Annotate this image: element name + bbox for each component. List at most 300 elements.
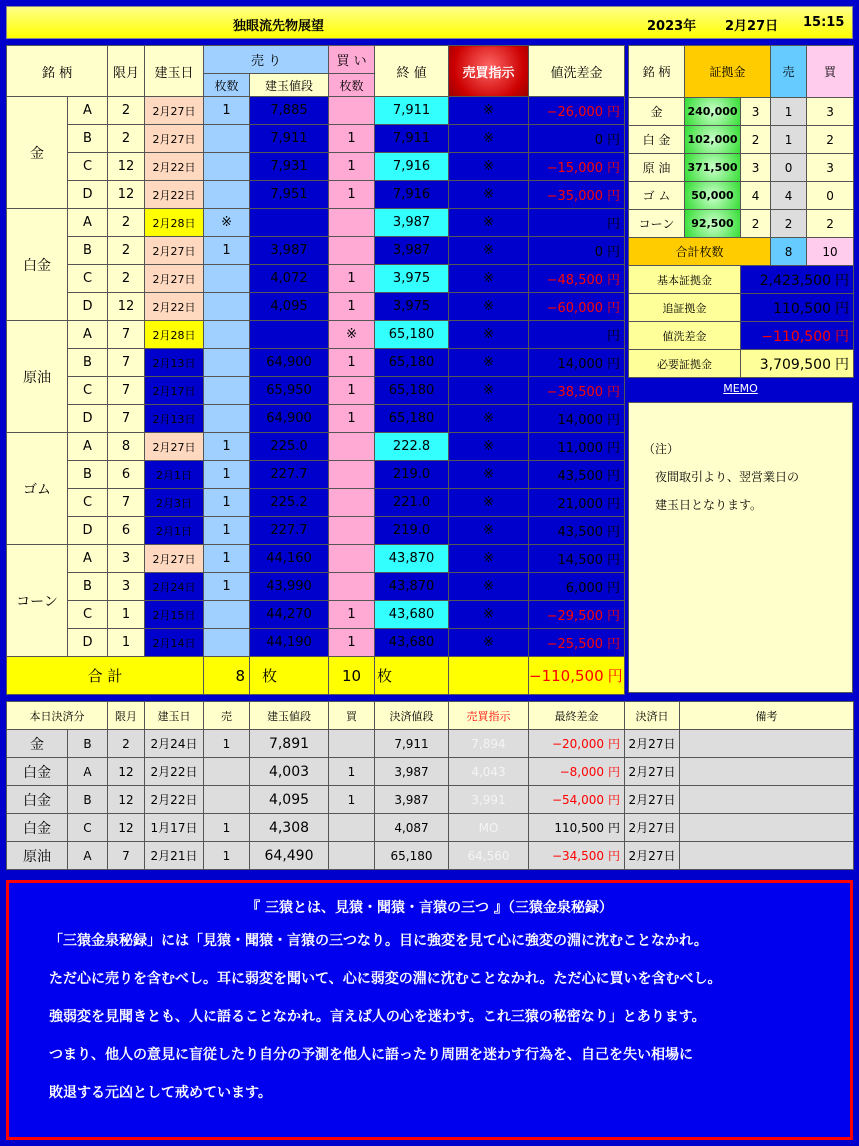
limit-month: 2	[108, 97, 145, 125]
settle-header: 本日決済分	[7, 702, 108, 730]
margin-buy: 2	[807, 126, 854, 154]
settle-remarks	[680, 786, 854, 814]
position-letter: D	[68, 293, 108, 321]
sell-count: 1	[204, 573, 250, 601]
settle-date: 2月27日	[625, 814, 680, 842]
margin-buy: 3	[807, 154, 854, 182]
settle-entry-date: 1月17日	[145, 814, 204, 842]
total-diff: −110,500 円	[529, 657, 625, 695]
margin-total-buy: 10	[807, 238, 854, 266]
entry-date: 2月22日	[145, 181, 204, 209]
limit-month: 1	[108, 629, 145, 657]
diff-value: 6,000 円	[529, 573, 625, 601]
header-buy-count: 枚数	[329, 74, 375, 97]
position-row	[7, 573, 625, 601]
settle-brand: 原油	[7, 842, 68, 870]
entry-price: 7,885	[250, 97, 329, 125]
diff-value: −38,500 円	[529, 377, 625, 405]
sell-count	[204, 153, 250, 181]
entry-date: 2月27日	[145, 433, 204, 461]
position-letter: C	[68, 153, 108, 181]
margin-count: 3	[741, 98, 771, 126]
sell-count: 1	[204, 545, 250, 573]
margin-brand: 金	[629, 98, 685, 126]
margin-header-brand: 銘 柄	[629, 46, 685, 98]
buy-count: 1	[329, 405, 375, 433]
signal-mark: ※	[449, 237, 529, 265]
buy-count	[329, 209, 375, 237]
settle-buy	[329, 730, 375, 758]
diff-value: −15,000 円	[529, 153, 625, 181]
settle-letter: A	[68, 758, 108, 786]
sell-count	[204, 125, 250, 153]
settle-sell: 1	[204, 842, 250, 870]
margin-sell: 0	[771, 154, 807, 182]
commodity-name: 金	[7, 97, 68, 209]
margin-sell: 4	[771, 182, 807, 210]
close-price: 65,180	[375, 349, 449, 377]
margin-row	[629, 98, 854, 126]
limit-month: 12	[108, 181, 145, 209]
position-letter: B	[68, 461, 108, 489]
page-title: 独眼流先物展望	[233, 19, 325, 34]
signal-mark: ※	[449, 573, 529, 601]
close-price: 3,975	[375, 265, 449, 293]
settle-remarks	[680, 730, 854, 758]
sell-count	[204, 265, 250, 293]
signal-mark: ※	[449, 181, 529, 209]
close-price: 7,911	[375, 125, 449, 153]
sell-count	[204, 601, 250, 629]
position-row	[7, 601, 625, 629]
position-letter: B	[68, 237, 108, 265]
limit-month: 7	[108, 349, 145, 377]
position-letter: A	[68, 433, 108, 461]
settle-limit: 7	[108, 842, 145, 870]
settle-entry-date: 2月21日	[145, 842, 204, 870]
memo-line: 建玉日となります。	[643, 498, 763, 512]
position-letter: D	[68, 629, 108, 657]
position-row	[7, 461, 625, 489]
signal-mark: ※	[449, 517, 529, 545]
entry-date: 2月22日	[145, 293, 204, 321]
header-signal: 売買指示	[449, 46, 529, 97]
limit-month: 12	[108, 153, 145, 181]
signal-mark: ※	[449, 405, 529, 433]
settle-signal: 7,894	[449, 730, 529, 758]
entry-date: 2月14日	[145, 629, 204, 657]
settle-price: 7,911	[375, 730, 449, 758]
signal-mark: ※	[449, 601, 529, 629]
position-row	[7, 405, 625, 433]
time-label: 15:15	[803, 15, 845, 30]
entry-price: 4,072	[250, 265, 329, 293]
margin-sell: 1	[771, 98, 807, 126]
close-price: 3,987	[375, 237, 449, 265]
limit-month: 6	[108, 461, 145, 489]
header-date: 建玉日	[145, 46, 204, 97]
margin-header-buy: 買	[807, 46, 854, 98]
summary-label: 必要証拠金	[629, 350, 741, 378]
settle-price: 65,180	[375, 842, 449, 870]
close-price: 7,916	[375, 181, 449, 209]
sell-count	[204, 405, 250, 433]
position-row	[7, 209, 625, 237]
settle-entry-price: 4,308	[250, 814, 329, 842]
entry-date: 2月1日	[145, 461, 204, 489]
settle-limit: 12	[108, 786, 145, 814]
position-row	[7, 545, 625, 573]
margin-row	[629, 182, 854, 210]
settle-entry-price: 4,003	[250, 758, 329, 786]
position-row	[7, 433, 625, 461]
settle-remarks	[680, 758, 854, 786]
entry-price: 7,951	[250, 181, 329, 209]
signal-mark: ※	[449, 489, 529, 517]
position-row	[7, 321, 625, 349]
close-price: 3,987	[375, 209, 449, 237]
margin-amount: 92,500	[685, 210, 741, 238]
margin-total-label: 合計枚数	[629, 238, 771, 266]
entry-price: 225.0	[250, 433, 329, 461]
margin-sell: 2	[771, 210, 807, 238]
diff-value: −48,500 円	[529, 265, 625, 293]
signal-mark: ※	[449, 293, 529, 321]
entry-price: 65,950	[250, 377, 329, 405]
sell-count: 1	[204, 461, 250, 489]
entry-price: 44,190	[250, 629, 329, 657]
settle-header: 建玉日	[145, 702, 204, 730]
margin-amount: 240,000	[685, 98, 741, 126]
sell-count	[204, 377, 250, 405]
limit-month: 7	[108, 321, 145, 349]
margin-row	[629, 210, 854, 238]
entry-date: 2月3日	[145, 489, 204, 517]
entry-price: 64,900	[250, 405, 329, 433]
close-price: 221.0	[375, 489, 449, 517]
sell-count: 1	[204, 489, 250, 517]
settle-row	[7, 758, 854, 786]
buy-count	[329, 461, 375, 489]
close-price: 7,911	[375, 97, 449, 125]
header-sell: 売 り	[204, 46, 329, 74]
signal-mark: ※	[449, 461, 529, 489]
margin-count: 4	[741, 182, 771, 210]
settle-brand: 白金	[7, 814, 68, 842]
buy-count	[329, 545, 375, 573]
buy-count: 1	[329, 153, 375, 181]
entry-price: 64,900	[250, 349, 329, 377]
margin-count: 3	[741, 154, 771, 182]
settle-row	[7, 842, 854, 870]
memo-box	[628, 402, 853, 693]
settlement-table	[6, 701, 854, 870]
sell-count	[204, 349, 250, 377]
diff-value: 43,500 円	[529, 517, 625, 545]
settle-buy	[329, 842, 375, 870]
limit-month: 7	[108, 405, 145, 433]
memo-line: （注）	[643, 442, 680, 456]
settle-remarks	[680, 842, 854, 870]
signal-mark: ※	[449, 265, 529, 293]
settle-final-diff: −20,000 円	[529, 730, 625, 758]
buy-count: ※	[329, 321, 375, 349]
buy-count: 1	[329, 293, 375, 321]
diff-value: 14,000 円	[529, 405, 625, 433]
quote-line: 敗退する元凶として戒めています。	[49, 1085, 272, 1101]
entry-price: 4,095	[250, 293, 329, 321]
sell-count	[204, 321, 250, 349]
settle-row	[7, 786, 854, 814]
quote-line: つまり、他人の意見に盲従したり自分の予測を他人に語ったり周囲を迷わす行為を、自己を失い相場に	[49, 1047, 693, 1063]
settle-header: 建玉値段	[250, 702, 329, 730]
entry-date: 2月15日	[145, 601, 204, 629]
summary-value: 3,709,500 円	[741, 350, 854, 378]
settle-header: 売	[204, 702, 250, 730]
margin-sell: 1	[771, 126, 807, 154]
diff-value: 43,500 円	[529, 461, 625, 489]
margin-count: 2	[741, 210, 771, 238]
position-letter: A	[68, 545, 108, 573]
summary-value: −110,500 円	[741, 322, 854, 350]
settle-header: 決済日	[625, 702, 680, 730]
entry-price	[250, 209, 329, 237]
signal-mark: ※	[449, 321, 529, 349]
header-limit: 限月	[108, 46, 145, 97]
diff-value: 0 円	[529, 237, 625, 265]
settle-row	[7, 730, 854, 758]
header-diff: 値洗差金	[529, 46, 625, 97]
margin-amount: 50,000	[685, 182, 741, 210]
signal-mark: ※	[449, 209, 529, 237]
settle-signal: 3,991	[449, 786, 529, 814]
summary-label: 追証拠金	[629, 294, 741, 322]
memo-link[interactable]: MEMO	[723, 382, 758, 395]
header-price: 建玉値段	[250, 74, 329, 97]
position-row	[7, 629, 625, 657]
title-bar	[6, 6, 853, 39]
limit-month: 3	[108, 573, 145, 601]
entry-price: 43,990	[250, 573, 329, 601]
limit-month: 2	[108, 209, 145, 237]
header-brand: 銘 柄	[7, 46, 108, 97]
sell-count: 1	[204, 97, 250, 125]
settle-entry-date: 2月22日	[145, 786, 204, 814]
close-price: 65,180	[375, 321, 449, 349]
signal-mark: ※	[449, 377, 529, 405]
entry-date: 2月17日	[145, 377, 204, 405]
entry-date: 2月27日	[145, 97, 204, 125]
limit-month: 8	[108, 433, 145, 461]
diff-value: −60,000 円	[529, 293, 625, 321]
summary-value: 2,423,500 円	[741, 266, 854, 294]
position-letter: A	[68, 321, 108, 349]
summary-value: 110,500 円	[741, 294, 854, 322]
margin-table	[628, 45, 854, 378]
settle-signal: 64,560	[449, 842, 529, 870]
entry-date: 2月1日	[145, 517, 204, 545]
buy-count: 1	[329, 601, 375, 629]
buy-count: 1	[329, 629, 375, 657]
settle-header: 決済値段	[375, 702, 449, 730]
close-price: 43,680	[375, 601, 449, 629]
limit-month: 1	[108, 601, 145, 629]
buy-count: 1	[329, 181, 375, 209]
settle-final-diff: 110,500 円	[529, 814, 625, 842]
diff-value: −29,500 円	[529, 601, 625, 629]
quote-line: 強弱変を見聞きとも、人に語ることなかれ。言えば人の心を迷わす。これ三猿の秘密なり」とあります。	[49, 1009, 706, 1025]
settle-entry-date: 2月22日	[145, 758, 204, 786]
position-letter: B	[68, 349, 108, 377]
commodity-name: コーン	[7, 545, 68, 657]
summary-label: 値洗差金	[629, 322, 741, 350]
margin-header-sell: 売	[771, 46, 807, 98]
limit-month: 6	[108, 517, 145, 545]
limit-month: 3	[108, 545, 145, 573]
close-price: 3,975	[375, 293, 449, 321]
margin-buy: 2	[807, 210, 854, 238]
settle-sell: 1	[204, 814, 250, 842]
settle-price: 3,987	[375, 758, 449, 786]
margin-header-margin: 証拠金	[685, 46, 771, 98]
settle-sell: 1	[204, 730, 250, 758]
quote-line: 「三猿金泉秘録」には「見猿・聞猿・言猿の三つなり。目に強変を見て心に強変の淵に沈むことなかれ。	[49, 933, 708, 949]
margin-amount: 102,000	[685, 126, 741, 154]
quote-line: ただ心に売りを含むべし。耳に弱変を聞いて、心に弱変の淵に沈むことなかれ。ただ心に買いを含むべし。	[49, 971, 722, 987]
settle-remarks	[680, 814, 854, 842]
summary-row	[629, 266, 854, 294]
settle-final-diff: −34,500 円	[529, 842, 625, 870]
summary-row	[629, 322, 854, 350]
diff-value: 0 円	[529, 125, 625, 153]
position-letter: D	[68, 405, 108, 433]
total-sell: 8	[204, 657, 250, 695]
position-letter: B	[68, 125, 108, 153]
diff-value: 14,000 円	[529, 349, 625, 377]
settle-entry-price: 7,891	[250, 730, 329, 758]
settle-sell	[204, 758, 250, 786]
entry-date: 2月13日	[145, 405, 204, 433]
entry-price: 3,987	[250, 237, 329, 265]
margin-row	[629, 154, 854, 182]
limit-month: 2	[108, 265, 145, 293]
entry-price: 225.2	[250, 489, 329, 517]
settle-date: 2月27日	[625, 786, 680, 814]
margin-buy: 3	[807, 98, 854, 126]
signal-mark: ※	[449, 97, 529, 125]
position-letter: C	[68, 489, 108, 517]
commodity-name: 白金	[7, 209, 68, 321]
settle-limit: 12	[108, 758, 145, 786]
settle-entry-price: 64,490	[250, 842, 329, 870]
settle-price: 4,087	[375, 814, 449, 842]
settle-letter: C	[68, 814, 108, 842]
close-price: 222.8	[375, 433, 449, 461]
position-row	[7, 517, 625, 545]
settle-entry-price: 4,095	[250, 786, 329, 814]
buy-count: 1	[329, 265, 375, 293]
settle-final-diff: −54,000 円	[529, 786, 625, 814]
position-row	[7, 237, 625, 265]
settle-sell	[204, 786, 250, 814]
entry-date: 2月27日	[145, 545, 204, 573]
commodity-name: 原油	[7, 321, 68, 433]
settle-brand: 白金	[7, 758, 68, 786]
limit-month: 2	[108, 237, 145, 265]
settle-brand: 白金	[7, 786, 68, 814]
margin-buy: 0	[807, 182, 854, 210]
entry-date: 2月27日	[145, 125, 204, 153]
sell-count	[204, 293, 250, 321]
close-price: 219.0	[375, 517, 449, 545]
sell-count	[204, 181, 250, 209]
position-row	[7, 265, 625, 293]
signal-mark: ※	[449, 349, 529, 377]
entry-date: 2月28日	[145, 209, 204, 237]
position-letter: C	[68, 265, 108, 293]
settle-limit: 12	[108, 814, 145, 842]
entry-price: 227.7	[250, 461, 329, 489]
margin-total-sell: 8	[771, 238, 807, 266]
date-label: 2月27日	[725, 19, 779, 34]
diff-value: −35,000 円	[529, 181, 625, 209]
quote-title: 『 三猿とは、見猿・聞猿・言猿の三つ 』（三猿金泉秘録）	[246, 900, 613, 916]
settle-final-diff: −8,000 円	[529, 758, 625, 786]
entry-date: 2月28日	[145, 321, 204, 349]
limit-month: 12	[108, 293, 145, 321]
margin-total-row	[629, 238, 854, 266]
settle-buy	[329, 814, 375, 842]
sell-count: 1	[204, 237, 250, 265]
summary-row	[629, 294, 854, 322]
position-row	[7, 293, 625, 321]
summary-label: 基本証拠金	[629, 266, 741, 294]
settle-entry-date: 2月24日	[145, 730, 204, 758]
settle-date: 2月27日	[625, 842, 680, 870]
settle-signal: MO	[449, 814, 529, 842]
close-price: 65,180	[375, 377, 449, 405]
quote-box	[6, 880, 853, 1140]
settle-header: 最終差金	[529, 702, 625, 730]
limit-month: 7	[108, 377, 145, 405]
settle-header: 買	[329, 702, 375, 730]
margin-brand: コーン	[629, 210, 685, 238]
diff-value: 21,000 円	[529, 489, 625, 517]
buy-count	[329, 97, 375, 125]
sell-count	[204, 629, 250, 657]
buy-count: 1	[329, 349, 375, 377]
margin-amount: 371,500	[685, 154, 741, 182]
position-row	[7, 349, 625, 377]
margin-brand: 白 金	[629, 126, 685, 154]
header-sell-count: 枚数	[204, 74, 250, 97]
signal-mark: ※	[449, 545, 529, 573]
position-letter: C	[68, 377, 108, 405]
buy-count: 1	[329, 125, 375, 153]
close-price: 219.0	[375, 461, 449, 489]
settle-buy: 1	[329, 786, 375, 814]
header-buy: 買 い	[329, 46, 375, 74]
close-price: 65,180	[375, 405, 449, 433]
limit-month: 2	[108, 125, 145, 153]
commodity-name: ゴム	[7, 433, 68, 545]
margin-row	[629, 126, 854, 154]
diff-value: 円	[529, 209, 625, 237]
position-row	[7, 181, 625, 209]
entry-date: 2月24日	[145, 573, 204, 601]
total-buy: 10	[329, 657, 375, 695]
sell-count: 1	[204, 433, 250, 461]
